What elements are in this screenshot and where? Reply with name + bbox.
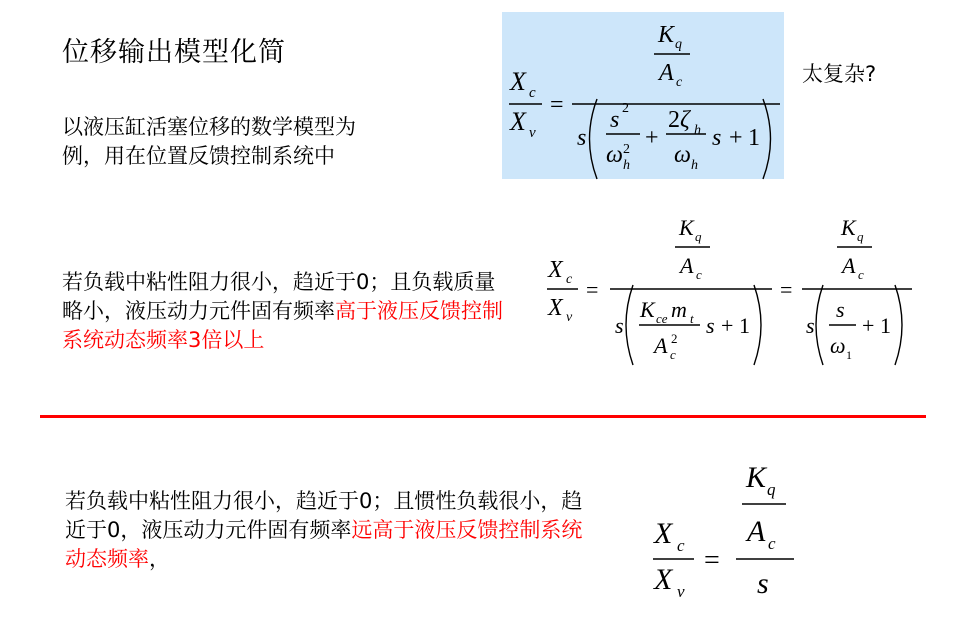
svg-text:s: s bbox=[577, 125, 587, 151]
svg-text:2: 2 bbox=[668, 107, 680, 133]
svg-text:v: v bbox=[529, 125, 536, 141]
svg-text:s: s bbox=[806, 313, 815, 338]
svg-text:A: A bbox=[659, 60, 674, 86]
svg-text:+: + bbox=[862, 313, 875, 338]
condition-text-1 bbox=[62, 268, 512, 355]
svg-text:A: A bbox=[680, 253, 694, 278]
svg-text:h: h bbox=[691, 158, 698, 173]
complexity-note: 太复杂? bbox=[802, 62, 877, 86]
svg-text:=: = bbox=[586, 277, 599, 302]
svg-text:X: X bbox=[510, 107, 526, 136]
svg-text:+: + bbox=[721, 313, 734, 338]
intro-text: 以液压缸活塞位移的数学模型为例，用在位置反馈控制系统中 bbox=[62, 115, 356, 168]
svg-text:1: 1 bbox=[880, 313, 891, 338]
svg-text:q: q bbox=[695, 229, 702, 244]
svg-text:m: m bbox=[671, 297, 687, 322]
svg-text:=: = bbox=[550, 92, 564, 118]
svg-text:K: K bbox=[640, 297, 655, 322]
svg-text:X: X bbox=[654, 563, 673, 596]
svg-text:c: c bbox=[529, 85, 536, 101]
svg-text:X: X bbox=[548, 295, 563, 321]
svg-text:K: K bbox=[658, 22, 675, 48]
svg-text:ω: ω bbox=[830, 333, 846, 358]
svg-text:s: s bbox=[836, 297, 845, 322]
svg-text:s: s bbox=[615, 313, 624, 338]
svg-text:h: h bbox=[694, 123, 701, 138]
svg-text:q: q bbox=[767, 480, 776, 499]
svg-text:t: t bbox=[690, 311, 694, 326]
svg-text:=: = bbox=[780, 277, 793, 302]
svg-text:ce: ce bbox=[656, 311, 668, 326]
svg-text:c: c bbox=[670, 347, 676, 362]
svg-text:s: s bbox=[706, 313, 715, 338]
condition-text-2 bbox=[65, 487, 585, 574]
svg-text:A: A bbox=[842, 253, 856, 278]
svg-text:2: 2 bbox=[622, 101, 629, 116]
svg-text:c: c bbox=[676, 75, 683, 90]
svg-text:X: X bbox=[548, 257, 563, 283]
svg-text:s: s bbox=[610, 107, 620, 133]
svg-text:h: h bbox=[623, 158, 630, 173]
svg-text:ω: ω bbox=[674, 142, 691, 168]
svg-text:c: c bbox=[768, 534, 776, 553]
formula-simplified-transfer-function bbox=[540, 205, 920, 375]
svg-text:+: + bbox=[645, 125, 659, 151]
svg-text:c: c bbox=[858, 267, 864, 282]
formula-full-transfer-function bbox=[502, 12, 784, 179]
section-divider bbox=[40, 415, 926, 418]
svg-text:s: s bbox=[757, 567, 769, 600]
svg-text:A: A bbox=[747, 515, 766, 548]
svg-text:q: q bbox=[675, 37, 682, 52]
svg-text:ζ: ζ bbox=[680, 107, 690, 133]
condition-text-2-highlight: 远高于液压反馈控制系统动态频率 bbox=[65, 518, 583, 571]
svg-text:c: c bbox=[566, 272, 573, 287]
svg-text:1: 1 bbox=[739, 313, 750, 338]
svg-text:2: 2 bbox=[671, 331, 678, 346]
svg-text:c: c bbox=[677, 536, 685, 555]
svg-text:1: 1 bbox=[748, 125, 760, 151]
svg-text:K: K bbox=[679, 215, 694, 240]
svg-text:X: X bbox=[510, 67, 526, 96]
svg-text:2: 2 bbox=[623, 142, 630, 157]
svg-text:c: c bbox=[696, 267, 702, 282]
svg-text:K: K bbox=[841, 215, 856, 240]
svg-text:ω: ω bbox=[606, 142, 623, 168]
condition-text-2-tail: ， bbox=[149, 547, 170, 571]
svg-text:1: 1 bbox=[846, 348, 852, 362]
svg-text:X: X bbox=[654, 517, 673, 550]
svg-text:A: A bbox=[654, 333, 668, 358]
svg-text:v: v bbox=[566, 310, 573, 325]
svg-text:q: q bbox=[857, 229, 864, 244]
condition-text-1-normal: 若负载中粘性阻力很小，趋近于0；且负载质量略小，液压动力元件固有频率 bbox=[62, 270, 496, 323]
svg-text:=: = bbox=[704, 545, 720, 576]
formula-integrator-form bbox=[648, 455, 808, 605]
page-title: 位移输出模型化简 bbox=[62, 37, 286, 68]
condition-text-2-normal: 若负载中粘性阻力很小，趋近于0；且惯性负载很小，趋近于0，液压动力元件固有频率 bbox=[65, 489, 583, 542]
svg-text:+: + bbox=[729, 125, 743, 151]
svg-text:s: s bbox=[712, 125, 722, 151]
svg-text:v: v bbox=[677, 582, 685, 601]
svg-text:K: K bbox=[746, 461, 767, 494]
condition-text-1-highlight: 高于液压反馈控制系统动态频率3倍以上 bbox=[62, 299, 503, 352]
